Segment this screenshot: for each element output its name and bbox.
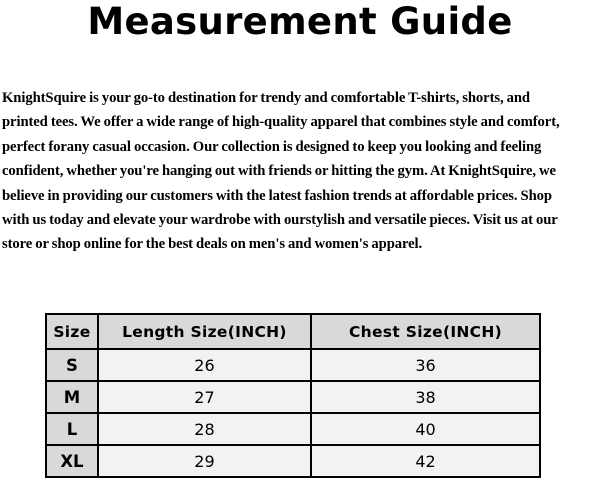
table-row	[46, 349, 540, 381]
size-cell: L	[46, 413, 98, 445]
chest-cell: 38	[311, 381, 540, 413]
table-row	[46, 445, 540, 477]
size-cell: M	[46, 381, 98, 413]
header-length: Length Size(INCH)	[98, 314, 311, 349]
size-cell: S	[46, 349, 98, 381]
table-header-row	[46, 314, 540, 349]
table-row	[46, 381, 540, 413]
length-cell: 29	[98, 445, 311, 477]
size-cell: XL	[46, 445, 98, 477]
chest-cell: 40	[311, 413, 540, 445]
intro-paragraph: KnightSquire is your go-to destination for trendy and comfortable T-shirts, shorts, and printed tees. We offer a wide range of high-quality apparel that combines style and comfort, perfect forany casual occasion. Our collection is designed to keep you looking and feeling confident, whether you're hanging out with friends or hitting the gym. At KnightSquire, we believe in providing our customers with the latest fashion trends at affordable prices. Shop with us today and elevate your wardrobe with ourstylish and versatile pieces. Visit us at our store or shop online for the best deals on men's and women's apparel.	[2, 89, 560, 253]
page-title: Measurement Guide	[87, 0, 513, 43]
length-cell: 27	[98, 381, 311, 413]
table-row	[46, 413, 540, 445]
chest-cell: 36	[311, 349, 540, 381]
length-cell: 28	[98, 413, 311, 445]
header-chest: Chest Size(INCH)	[311, 314, 540, 349]
chest-cell: 42	[311, 445, 540, 477]
length-cell: 26	[98, 349, 311, 381]
size-chart-table	[45, 313, 541, 478]
header-size: Size	[46, 314, 98, 349]
